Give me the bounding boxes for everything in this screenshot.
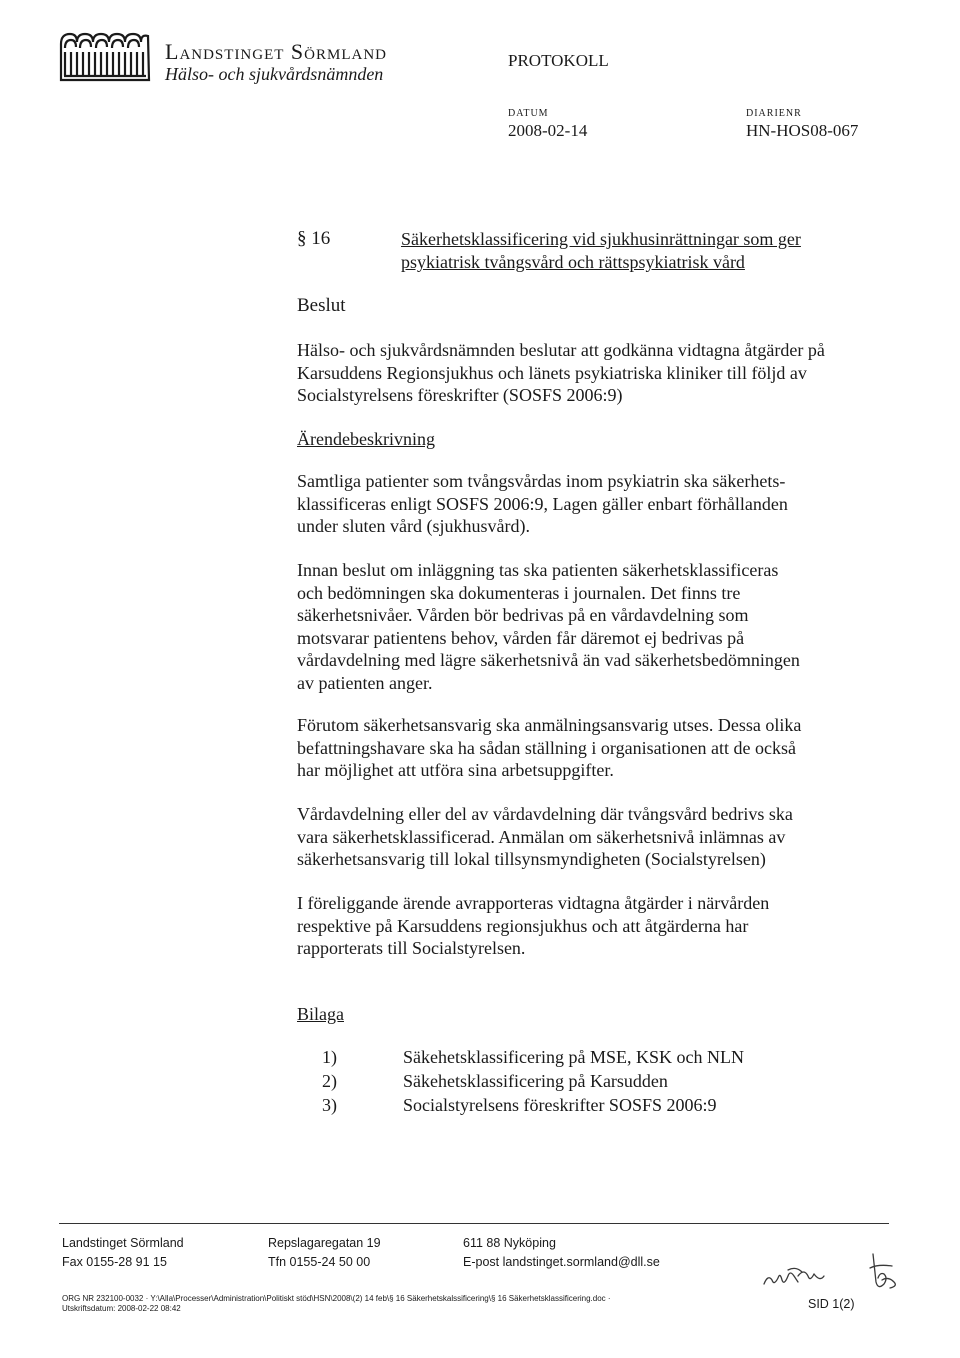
footer-phone: Tfn 0155-24 50 00 — [268, 1255, 371, 1269]
attachment-title: Socialstyrelsens föreskrifter SOSFS 2006:9 — [403, 1095, 717, 1115]
text-line: säkerhetsnivåer. Vården bör bedrivas på en vårdavdelning som — [297, 605, 749, 625]
beslut-label: Beslut — [297, 295, 346, 316]
date-label: DATUM — [508, 108, 549, 119]
text-line: befattningshavare ska ha sådan ställning i organisationen att de också — [297, 737, 797, 758]
date-value: 2008-02-14 — [508, 121, 588, 140]
arende-paragraph-2 — [297, 559, 877, 694]
diarie-label: DIARIENR — [746, 108, 802, 119]
crown-logo-icon — [58, 30, 152, 86]
paragraph-number: § 16 — [297, 228, 331, 249]
text-line: rapporterats till Socialstyrelsen. — [297, 938, 526, 958]
signature-mark — [758, 1246, 908, 1296]
arende-paragraph-3 — [297, 714, 877, 782]
arende-paragraph-5 — [297, 892, 877, 960]
heading-line: Säkerhetsklassificering vid sjukhusinrättningar som ger — [401, 229, 801, 249]
arende-paragraph-1 — [297, 470, 877, 538]
text-line: har möjlighet att utföra sina arbetsuppgifter. — [297, 760, 614, 780]
text-line: av patienten anger. — [297, 672, 433, 693]
footer-print-date: Utskriftsdatum: 2008-02-22 08:42 — [62, 1304, 181, 1313]
page-number: SID 1(2) — [808, 1297, 855, 1311]
footer-org-nr: ORG NR 232100-0032 · Y:\Alla\Processer\Administration\Politiskt stöd\HSN\2008\(2) 14 feb\§ 16 Säkerhetskalssificering\§ 16 Säkerhetsklassificering.doc · — [62, 1294, 611, 1303]
footer-org: Landstinget Sörmland — [62, 1236, 184, 1250]
diarie-number: HN-HOS08-067 — [746, 121, 859, 140]
text-line: vårdavdelning med lägre säkerhetsnivå än vad säkerhetsbedömningen — [297, 650, 800, 670]
attachment-title: Säkehetsklassificering på Karsudden — [403, 1071, 668, 1091]
paragraph-heading — [401, 228, 881, 274]
text-line: Vårdavdelning eller del av vårdavdelning där tvångsvård bedrivs ska — [297, 804, 793, 824]
heading-line: psykiatrisk tvångsvård och rättspsykiatrisk vård — [401, 252, 745, 272]
footer-email: E-post landstinget.sormland@dll.se — [463, 1255, 660, 1269]
footer-fax: Fax 0155-28 91 15 — [62, 1255, 167, 1269]
footer-street: Repslagaregatan 19 — [268, 1236, 381, 1250]
text-line: Socialstyrelsens föreskrifter (SOSFS 2006:9) — [297, 385, 623, 405]
text-line: respektive på Karsuddens regionsjukhus och att åtgärderna har — [297, 915, 749, 936]
beslut-text — [297, 339, 877, 407]
text-line: och bedömningen ska dokumenteras i journalen. Det finns tre — [297, 582, 741, 603]
org-subtitle: Hälso- och sjukvårdsnämnden — [165, 64, 384, 84]
text-line: Innan beslut om inläggning tas ska patienten säkerhetsklassificeras — [297, 560, 779, 580]
bilaga-label: Bilaga — [297, 1004, 344, 1024]
text-line: under sluten vård (sjukhusvård). — [297, 516, 530, 536]
arende-paragraph-4 — [297, 803, 877, 871]
document-type: PROTOKOLL — [508, 51, 609, 70]
text-line: Hälso- och sjukvårdsnämnden beslutar att godkänna vidtagna åtgärder på — [297, 340, 825, 360]
attachment-number: 2) — [322, 1071, 337, 1091]
attachment-title: Säkehetsklassificering på MSE, KSK och NLN — [403, 1047, 744, 1067]
text-line: I föreliggande ärende avrapporteras vidtagna åtgärder i närvården — [297, 893, 770, 913]
text-line: Förutom säkerhetsansvarig ska anmälningsansvarig utses. Dessa olika — [297, 715, 802, 735]
attachment-number: 1) — [322, 1047, 337, 1067]
footer-city: 611 88 Nyköping — [463, 1236, 556, 1250]
text-line: klassificeras enligt SOSFS 2006:9, Lagen gäller enbart förhållanden — [297, 493, 788, 514]
text-line: motsvarar patientens behov, vården får däremot ej bedrivas på — [297, 627, 745, 648]
attachment-number: 3) — [322, 1095, 337, 1115]
text-line: Karsuddens Regionsjukhus och länets psykiatriska kliniker till följd av — [297, 362, 807, 383]
text-line: vara säkerhetsklassificerad. Anmälan om säkerhetsnivå inlämnas av — [297, 826, 786, 847]
org-name: Landstinget Sörmland — [165, 39, 387, 64]
footer-divider — [59, 1223, 889, 1224]
arende-label: Ärendebeskrivning — [297, 429, 435, 449]
text-line: säkerhetsansvarig till lokal tillsynsmyndigheten (Socialstyrelsen) — [297, 849, 766, 869]
text-line: Samtliga patienter som tvångsvårdas inom psykiatrin ska säkerhets- — [297, 471, 786, 491]
